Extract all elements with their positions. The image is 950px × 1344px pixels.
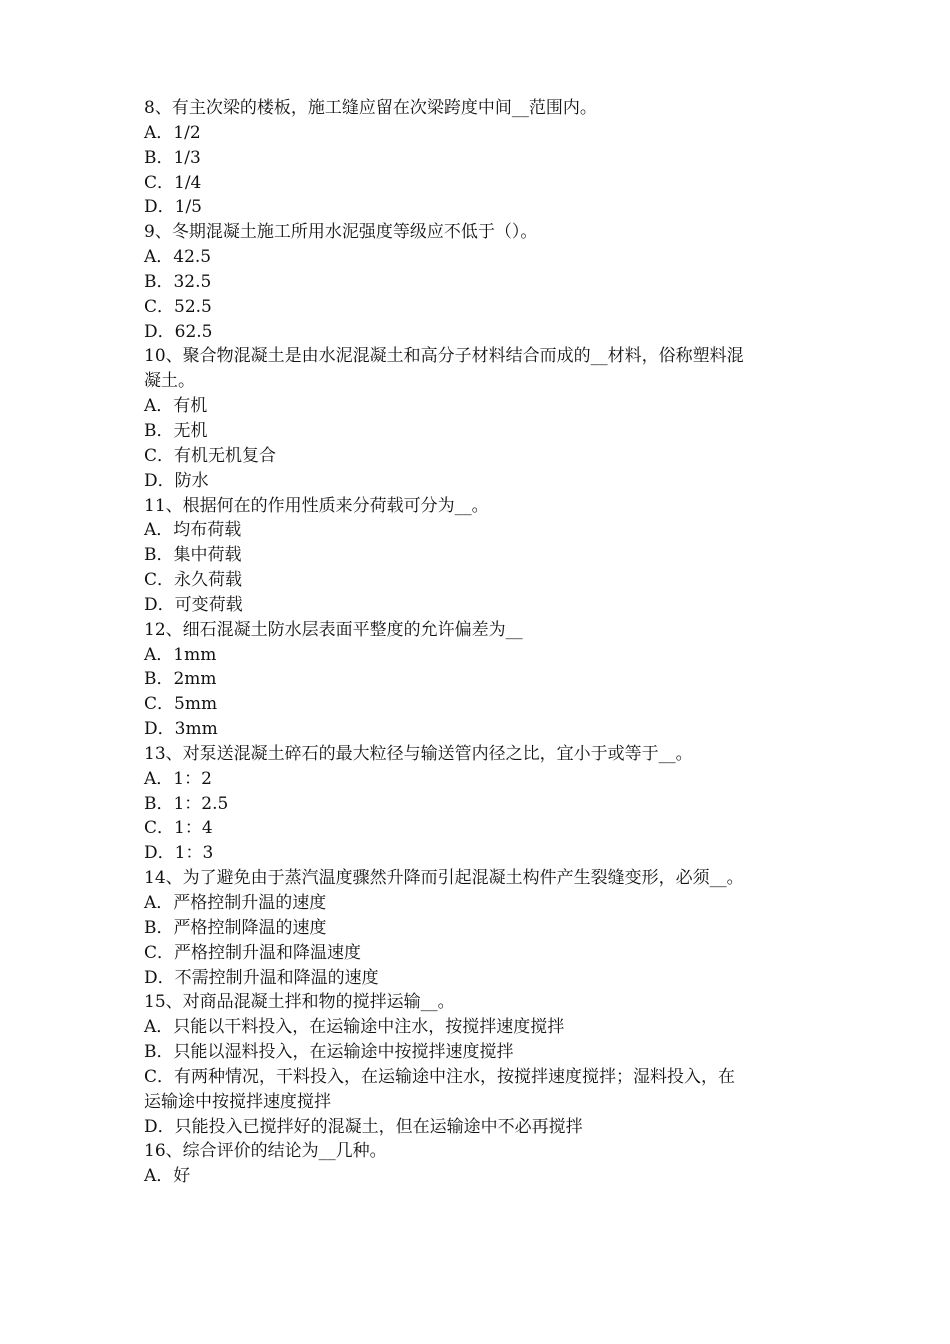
question-10-stem: 10、聚合物混凝土是由水泥混凝土和高分子材料结合而成的__材料，俗称塑料混	[144, 346, 744, 367]
question-9-option-b: B．32.5	[144, 271, 212, 292]
question-10-option-c: C．有机无机复合	[144, 445, 277, 466]
question-11-option-b: B．集中荷载	[144, 545, 242, 566]
question-16-option-a: A．好	[144, 1166, 191, 1187]
question-16-stem: 16、综合评价的结论为__几种。	[144, 1141, 387, 1162]
question-8-stem: 8、有主次梁的楼板，施工缝应留在次梁跨度中间__范围内。	[144, 98, 597, 118]
question-10-option-a: A．有机	[144, 396, 208, 417]
question-13-option-b: B．1：2.5	[144, 793, 229, 814]
question-13-option-c: C．1：4	[144, 818, 213, 839]
question-9-option-c: C．52.5	[144, 296, 212, 317]
question-12-stem: 12、细石混凝土防水层表面平整度的允许偏差为__	[144, 619, 523, 640]
question-12-option-d: D．3mm	[144, 719, 218, 740]
question-10-option-b: B．无机	[144, 420, 208, 441]
question-10-option-d: D．防水	[144, 470, 209, 491]
question-8-option-b: B．1/3	[144, 147, 201, 168]
question-14-option-c: C．严格控制升温和降温速度	[144, 942, 362, 963]
question-12-option-b: B．2mm	[144, 669, 217, 690]
question-14-option-d: D．不需控制升温和降温的速度	[144, 967, 379, 988]
question-15-option-b: B．只能以湿料投入，在运输途中按搅拌速度搅拌	[144, 1042, 514, 1063]
question-12-option-a: A．1mm	[144, 644, 217, 665]
question-10-stem-continued: 凝土。	[144, 371, 195, 392]
question-15-option-d: D．只能投入已搅拌好的混凝土，但在运输途中不必再搅拌	[144, 1116, 583, 1137]
question-14-stem: 14、为了避免由于蒸汽温度骤然升降而引起混凝土构件产生裂缝变形，必须__。	[144, 868, 744, 889]
question-8-option-c: C．1/4	[144, 172, 202, 193]
question-13-stem: 13、对泵送混凝土碎石的最大粒径与输送管内径之比，宜小于或等于__。	[144, 743, 693, 764]
question-9-stem: 9、冬期混凝土施工所用水泥强度等级应不低于（）。	[144, 222, 538, 243]
question-14-option-a: A．严格控制升温的速度	[144, 893, 327, 913]
question-9-option-d: D．62.5	[144, 321, 213, 342]
question-14-option-b: B．严格控制降温的速度	[144, 917, 327, 938]
question-15-option-c-continued: 运输途中按搅拌速度搅拌	[144, 1091, 331, 1112]
question-15-stem: 15、对商品混凝土拌和物的搅拌运输__。	[144, 992, 455, 1013]
question-8-option-d: D．1/5	[144, 197, 202, 218]
question-11-option-d: D．可变荷载	[144, 594, 243, 615]
question-11-stem: 11、根据何在的作用性质来分荷载可分为__。	[144, 495, 489, 516]
question-9-option-a: A．42.5	[144, 247, 212, 268]
question-15-option-c: C．有两种情况，干料投入，在运输途中注水，按搅拌速度搅拌；湿料投入，在	[144, 1066, 736, 1087]
document-page	[144, 96, 814, 1189]
question-13-option-a: A．1：2	[144, 768, 212, 789]
question-15-option-a: A．只能以干料投入，在运输途中注水，按搅拌速度搅拌	[144, 1017, 565, 1038]
question-11-option-a: A．均布荷载	[144, 520, 242, 541]
question-11-option-c: C．永久荷载	[144, 570, 243, 591]
question-12-option-c: C．5mm	[144, 694, 218, 715]
question-13-option-d: D．1：3	[144, 843, 214, 864]
question-8-option-a: A．1/2	[144, 122, 201, 143]
